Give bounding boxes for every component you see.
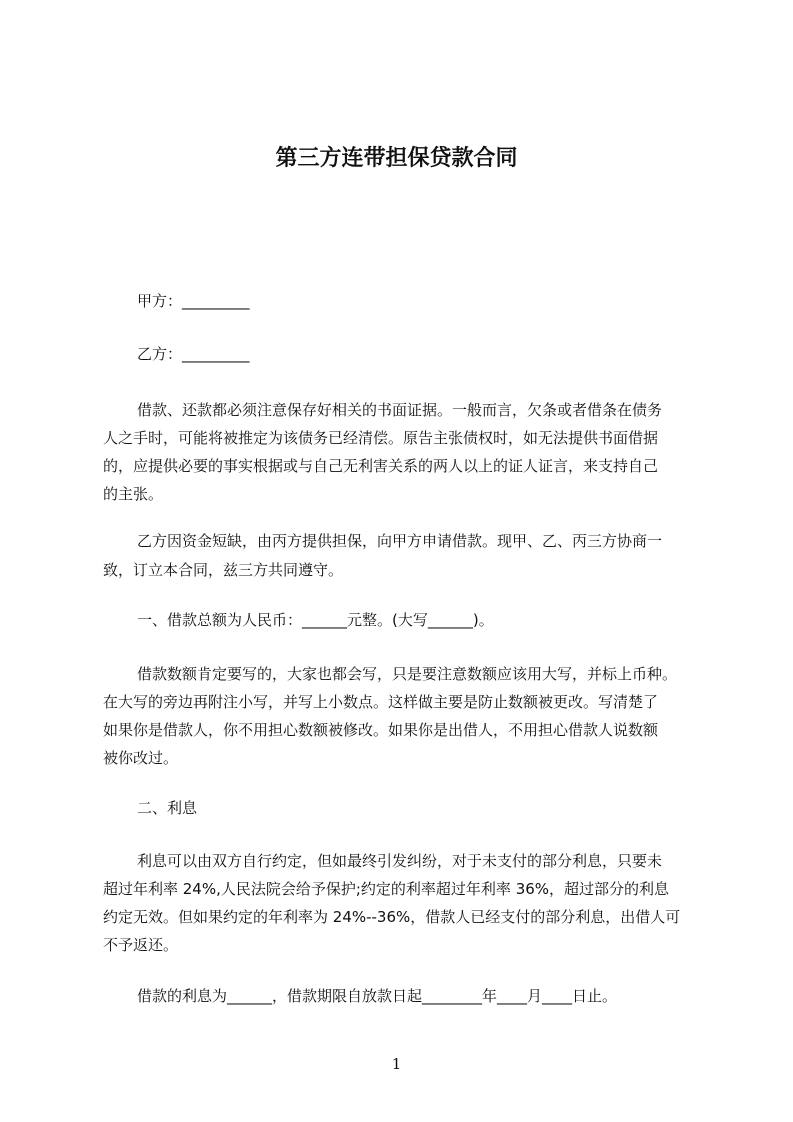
para2-line2: 致，订立本合同，兹三方共同遵守。 bbox=[103, 561, 344, 579]
para4-line2: 超过年利率 24%,人民法院会给予保护;约定的利率超过年利率 36%，超过部分的利息 bbox=[103, 880, 670, 898]
para1-line3: 的，应提供必要的事实根据或与自己无利害关系的两人以上的证人证言，来支持自己 bbox=[103, 457, 659, 475]
page-number: 1 bbox=[391, 1055, 402, 1073]
party-a-line: 甲方：_________ bbox=[137, 292, 250, 310]
para3-line3: 如果你是借款人，你不用担心数额被修改。如果你是出借人，不用担心借款人说数额 bbox=[103, 721, 659, 739]
section2-heading: 二、利息 bbox=[137, 799, 198, 817]
para1-line2: 人之手时，可能将被推定为该债务已经清偿。原告主张债权时，如无法提供书面借据 bbox=[103, 429, 659, 447]
party-b-line: 乙方：_________ bbox=[137, 345, 250, 363]
section1-heading: 一、借款总额为人民币：______元整。(大写______)。 bbox=[137, 611, 494, 629]
document-title: 第三方连带担保贷款合同 bbox=[275, 146, 518, 171]
para1-line1: 借款、还款都必须注意保存好相关的书面证据。一般而言，欠条或者借条在债务 bbox=[137, 401, 663, 419]
para5-line1: 借款的利息为______，借款期限自放款日起________年____月____日止。 bbox=[137, 987, 618, 1005]
para3-line1: 借款数额肯定要写的，大家也都会写，只是要注意数额应该用大写，并标上币种。 bbox=[137, 665, 678, 683]
para1-line4: 的主张。 bbox=[103, 485, 164, 503]
para3-line4: 被你改过。 bbox=[103, 749, 179, 767]
para2-line1: 乙方因资金短缺，由丙方提供担保，向甲方申请借款。现甲、乙、丙三方协商一 bbox=[137, 532, 663, 550]
para4-line4: 不予返还。 bbox=[103, 936, 179, 954]
para4-line3: 约定无效。但如果约定的年利率为 24%--36%，借款人已经支付的部分利息，出借人可 bbox=[103, 908, 681, 926]
para4-line1: 利息可以由双方自行约定，但如最终引发纠纷，对于未支付的部分利息，只要未 bbox=[137, 852, 663, 870]
para3-line2: 在大写的旁边再附注小写，并写上小数点。这样做主要是防止数额被更改。写清楚了 bbox=[103, 693, 659, 711]
